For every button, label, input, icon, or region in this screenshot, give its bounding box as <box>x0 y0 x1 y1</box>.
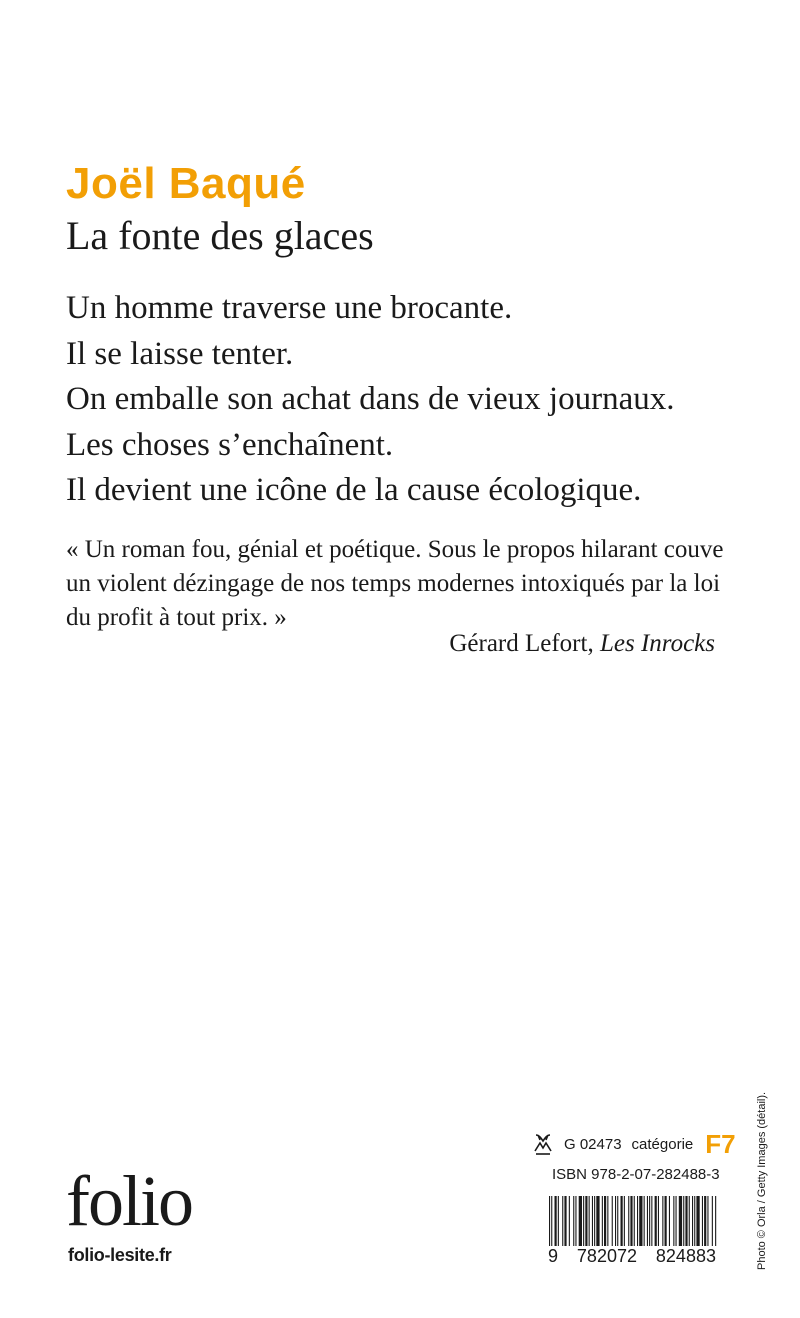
barcode-bar <box>707 1196 708 1246</box>
barcode-bar <box>628 1196 629 1246</box>
barcode-bar <box>579 1196 582 1246</box>
barcode-bar <box>617 1196 618 1246</box>
barcode-bar <box>658 1196 659 1246</box>
barcode-bar <box>558 1196 559 1246</box>
critic-source: Les Inrocks <box>599 630 715 657</box>
barcode-bar <box>592 1196 593 1246</box>
barcode-number <box>547 1246 717 1266</box>
barcode-bar <box>679 1196 682 1246</box>
barcode-bar <box>649 1196 650 1246</box>
barcode-bar <box>694 1196 695 1246</box>
barcode-bar <box>651 1196 652 1246</box>
barcode-bar <box>689 1196 690 1246</box>
barcode-digit-group: 782072 <box>576 1246 637 1266</box>
barcode-bar <box>612 1196 613 1246</box>
barcode-bar <box>621 1196 623 1246</box>
barcode-bar <box>562 1196 563 1246</box>
barcode-bar <box>555 1196 557 1246</box>
barcode-bar <box>583 1196 584 1246</box>
book-title: La fonte des glaces <box>66 213 374 258</box>
barcode-bar <box>685 1196 687 1246</box>
pitch-line: Les choses s’enchaînent. <box>66 426 394 463</box>
barcode-bar <box>639 1196 642 1246</box>
barcode-bar <box>676 1196 677 1246</box>
barcode-bar <box>683 1196 684 1246</box>
barcode-bar <box>569 1196 570 1246</box>
barcode-bar <box>596 1196 599 1246</box>
barcode-bar <box>615 1196 616 1246</box>
folio-logo: folio <box>66 1161 192 1241</box>
publisher-website: folio-lesite.fr <box>68 1245 172 1265</box>
quote-attribution <box>449 626 715 662</box>
barcode-bar <box>589 1196 590 1246</box>
reference-code: G 02473 <box>564 1135 622 1153</box>
barcode-digit-group: 9 <box>548 1246 559 1266</box>
pitch-line: On emballe son achat dans de vieux journaux. <box>66 381 675 417</box>
barcode-bar <box>647 1196 648 1246</box>
reference-row <box>532 1129 736 1159</box>
barcode-bar <box>573 1196 574 1246</box>
barcode-bar <box>637 1196 638 1246</box>
barcode-bar <box>702 1196 703 1246</box>
barcode-bar <box>704 1196 706 1246</box>
barcode-bar <box>594 1196 595 1246</box>
barcode-bar <box>644 1196 645 1246</box>
barcode-bar <box>692 1196 693 1246</box>
barcode-bar <box>575 1196 576 1246</box>
category-label: catégorie <box>631 1135 694 1153</box>
barcode-bar <box>602 1196 603 1246</box>
barcode-bar <box>624 1196 625 1246</box>
gallimard-publisher-icon <box>532 1132 554 1156</box>
barcode-bar <box>673 1196 674 1246</box>
barcode-bar <box>585 1196 587 1246</box>
isbn: ISBN 978-2-07-282488-3 <box>552 1166 720 1183</box>
barcode-bar <box>665 1196 667 1246</box>
barcode-bar <box>669 1196 670 1246</box>
category-code: F7 <box>705 1129 736 1159</box>
barcode-bar <box>604 1196 606 1246</box>
barcode-bar <box>655 1196 657 1246</box>
pitch-line: Un homme traverse une brocante. <box>66 290 513 326</box>
pitch-block <box>66 286 766 514</box>
pitch-line: Il se laisse tenter. <box>66 335 294 372</box>
author-name: Joël Baqué <box>66 159 306 208</box>
pitch-line: Il devient une icône de la cause écologique. <box>66 472 642 508</box>
barcode-digit-group: 824883 <box>655 1246 716 1266</box>
barcode-bar <box>564 1196 566 1246</box>
critic-name: Gérard Lefort, <box>449 630 594 657</box>
barcode-bar <box>607 1196 608 1246</box>
review-quote: « Un roman fou, génial et poétique. Sous le propos hilarant couve un violent dézingage de nos temps modernes intoxiqués par la loi du profit à tout prix. » <box>66 536 724 631</box>
barcode-bar <box>696 1196 699 1246</box>
barcode-bar <box>662 1196 663 1246</box>
photo-credit: Photo © Orla / Getty Images (détail). <box>756 1091 768 1270</box>
